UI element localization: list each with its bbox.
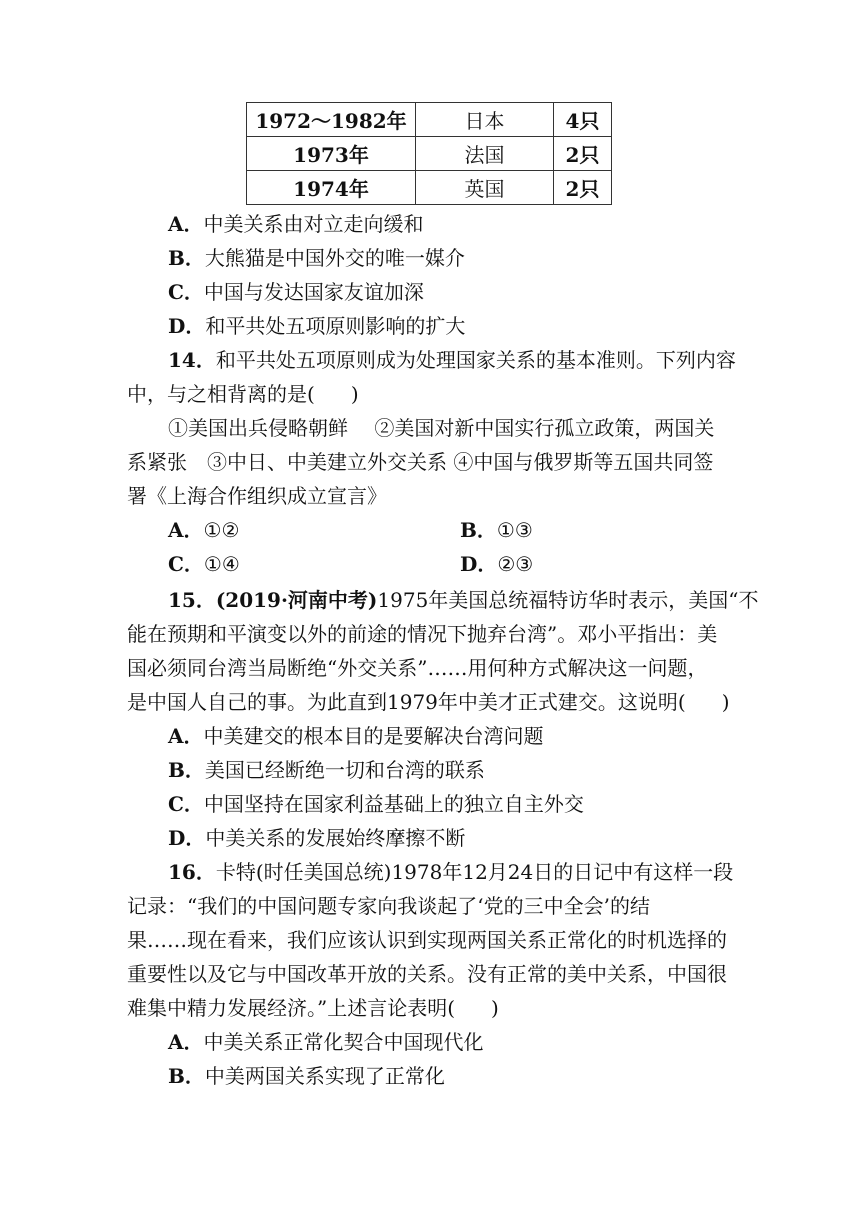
question-text: 中，与之相背离的是( (127, 382, 315, 406)
table-row (247, 137, 612, 171)
option-label: A． (168, 212, 204, 236)
q15-stem-line-4 (127, 688, 730, 716)
table-cell-country: 英国 (416, 171, 554, 205)
option-label: D． (168, 826, 206, 850)
q16-option-a (168, 1028, 484, 1056)
option-label: A． (168, 518, 204, 542)
q14-item-line-3: 署《上海合作组织成立宣言》 (127, 484, 387, 508)
table-row (247, 103, 612, 137)
q14-item-line-1: ①美国出兵侵略朝鲜 ②美国对新中国实行孤立政策，两国关 (168, 416, 715, 440)
option-text: ②③ (497, 552, 534, 576)
q14-option-c (168, 550, 240, 578)
q16-option-b (168, 1062, 445, 1090)
table-cell-count: 2只 (554, 171, 612, 205)
question-text: 和平共处五项原则成为处理国家关系的基本准则。下列内容 (215, 348, 736, 372)
option-label: C． (168, 552, 204, 576)
question-text: 是中国人自己的事。为此直到1979年中美才正式建交。这说明( (127, 690, 686, 714)
option-label: B． (168, 758, 205, 782)
q13-option-b (168, 244, 465, 272)
q14-option-d (460, 550, 533, 578)
q14-option-b (460, 516, 533, 544)
option-label: A． (168, 1030, 204, 1054)
table-row (247, 171, 612, 205)
table-cell-count: 2只 (554, 137, 612, 171)
option-label: B． (460, 518, 497, 542)
q14-stem-line-2 (127, 380, 359, 408)
option-text: 中国与发达国家友谊加深 (203, 280, 424, 304)
q15-stem-line-2: 能在预期和平演变以外的前途的情况下抛弃台湾”。邓小平指出：美 (127, 622, 718, 646)
option-label: A． (168, 724, 204, 748)
question-text: 1975年美国总统福特访华时表示，美国“不 (377, 588, 759, 612)
q16-stem-line-2: 记录：“我们的中国问题专家向我谈起了‘党的三中全会’的结 (127, 894, 650, 918)
option-label: C． (168, 792, 204, 816)
q13-option-c (168, 278, 424, 306)
option-text: ①③ (496, 518, 533, 542)
option-text: 中国坚持在国家利益基础上的独立自主外交 (203, 792, 584, 816)
table-cell-country: 日本 (416, 103, 554, 137)
question-text: 难集中精力发展经济。”上述言论表明( (127, 996, 456, 1020)
q13-option-a (168, 210, 424, 238)
q15-option-b (168, 756, 485, 784)
option-text: 中美关系由对立走向缓和 (203, 212, 424, 236)
q14-item-line-2: 系紧张 ③中日、中美建立外交关系 ④中国与俄罗斯等五国共同签 (127, 450, 714, 474)
q14-option-a (168, 516, 239, 544)
question-number: 16． (168, 860, 216, 884)
option-text: 中美两国关系实现了正常化 (204, 1064, 445, 1088)
option-label: B． (168, 1064, 205, 1088)
q15-stem-line-3: 国必须同台湾当局断绝“外交关系”……用何种方式解决这一问题， (127, 656, 708, 680)
question-text: ) (491, 996, 499, 1020)
question-source: (2019·河南中考) (215, 588, 378, 612)
q16-stem-line-4: 重要性以及它与中国改革开放的关系。没有正常的美中关系，中国很 (127, 962, 727, 986)
table-cell-years: 1973年 (247, 137, 416, 171)
q15-option-c (168, 790, 584, 818)
table-cell-count: 4只 (554, 103, 612, 137)
q13-option-d (168, 312, 465, 340)
option-text: 中美关系正常化契合中国现代化 (203, 1030, 484, 1054)
option-text: ①④ (203, 552, 240, 576)
option-text: 中美建交的根本目的是要解决台湾问题 (203, 724, 544, 748)
option-text: 中美关系的发展始终摩擦不断 (205, 826, 466, 850)
option-label: D． (460, 552, 498, 576)
question-text: 卡特(时任美国总统)1978年12月24日的日记中有这样一段 (215, 860, 734, 884)
q16-stem-line-5 (127, 994, 499, 1022)
question-number: 14． (168, 348, 216, 372)
option-text: 和平共处五项原则影响的扩大 (205, 314, 466, 338)
q16-stem-line-1 (168, 858, 733, 886)
option-text: ①② (203, 518, 240, 542)
table-cell-country: 法国 (416, 137, 554, 171)
option-label: D． (168, 314, 206, 338)
question-text: ) (350, 382, 359, 406)
table-cell-years: 1972～1982年 (247, 103, 416, 137)
q14-stem-line-1 (168, 346, 736, 374)
option-label: C． (168, 280, 204, 304)
q15-stem-line-1 (168, 586, 759, 614)
question-number: 15． (168, 588, 216, 612)
question-text: ) (721, 690, 730, 714)
panda-gift-table (246, 102, 612, 205)
option-text: 大熊猫是中国外交的唯一媒介 (204, 246, 465, 270)
q15-option-d (168, 824, 465, 852)
option-label: B． (168, 246, 205, 270)
q16-stem-line-3: 果……现在看来，我们应该认识到实现两国关系正常化的时机选择的 (127, 928, 727, 952)
table-cell-years: 1974年 (247, 171, 416, 205)
option-text: 美国已经断绝一切和台湾的联系 (204, 758, 485, 782)
q15-option-a (168, 722, 544, 750)
